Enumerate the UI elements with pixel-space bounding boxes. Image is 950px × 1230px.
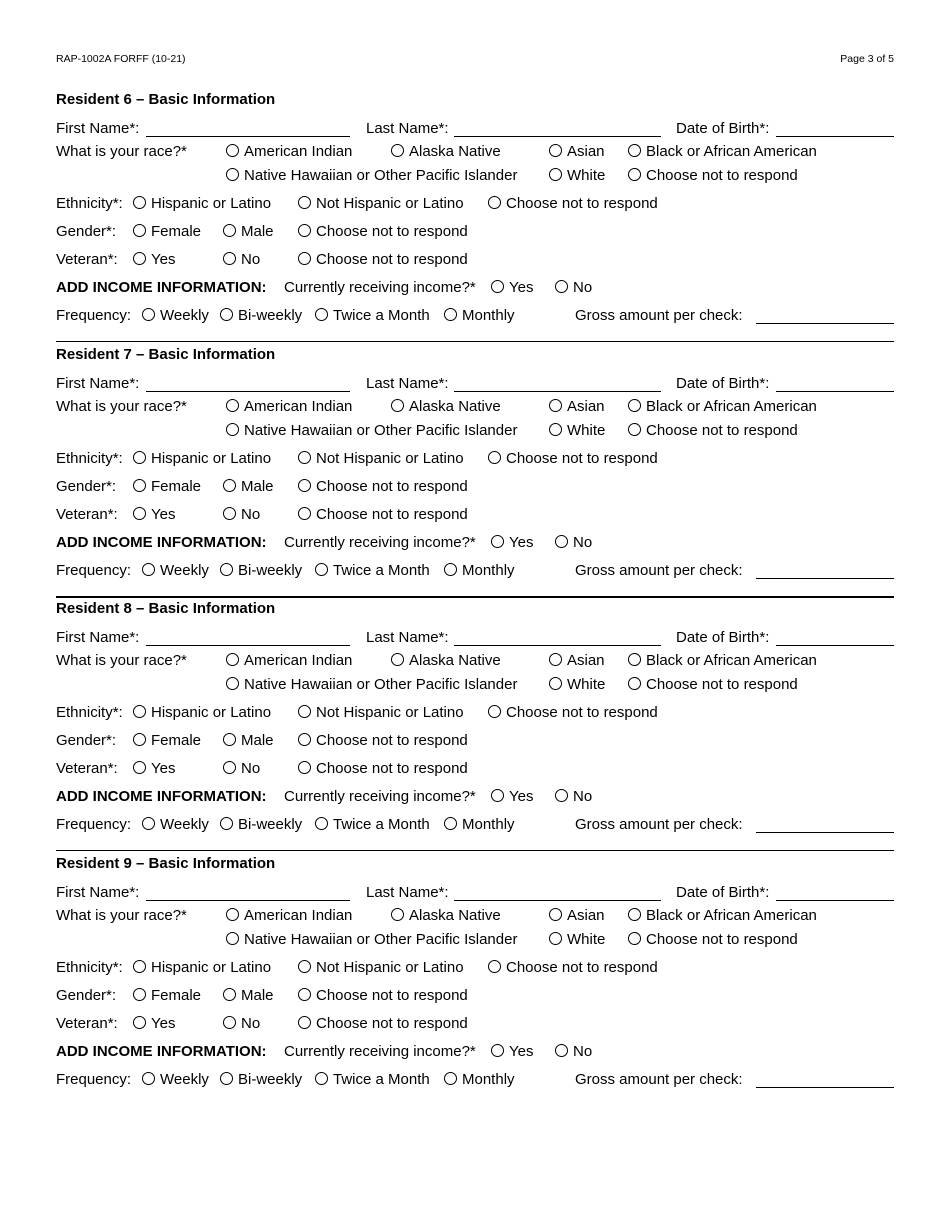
veteran-no[interactable]: No (223, 505, 260, 525)
veteran-row (56, 250, 894, 270)
gross-amount-label: Gross amount per check: (575, 562, 743, 579)
frequency-biweekly[interactable]: Bi-weekly (220, 1070, 302, 1090)
dob-field[interactable] (776, 136, 894, 137)
radio-button[interactable] (133, 1016, 146, 1029)
race-no-response[interactable]: Choose not to respond (628, 421, 798, 441)
race-label: What is your race?* (56, 143, 187, 160)
last-name-field[interactable] (454, 900, 661, 901)
race-black[interactable]: Black or African American (628, 906, 817, 926)
dob-label: Date of Birth*: (676, 629, 770, 646)
radio-button[interactable] (549, 653, 562, 666)
race-american-indian[interactable]: American Indian (226, 651, 352, 671)
income-row (56, 787, 894, 807)
income-no[interactable]: No (555, 1042, 592, 1062)
ethnicity-hispanic[interactable]: Hispanic or Latino (133, 703, 271, 723)
race-alaska-native[interactable]: Alaska Native (391, 142, 501, 162)
last-name-label: Last Name*: (366, 884, 449, 901)
race-no-response[interactable]: Choose not to respond (628, 675, 798, 695)
veteran-row (56, 505, 894, 525)
race-row-2 (56, 675, 894, 695)
frequency-row (56, 561, 894, 581)
ethnicity-not-hispanic[interactable]: Not Hispanic or Latino (298, 703, 464, 723)
gender-female[interactable]: Female (133, 986, 201, 1006)
dob-field[interactable] (776, 900, 894, 901)
resident-section (56, 345, 894, 585)
radio-button[interactable] (226, 653, 239, 666)
radio-button[interactable] (549, 423, 562, 436)
race-row-2 (56, 930, 894, 950)
income-heading: ADD INCOME INFORMATION: (56, 788, 267, 805)
income-yes[interactable]: Yes (491, 278, 533, 298)
radio-button[interactable] (142, 308, 155, 321)
radio-button[interactable] (223, 507, 236, 520)
radio-button[interactable] (628, 423, 641, 436)
radio-button[interactable] (315, 817, 328, 830)
frequency-label: Frequency: (56, 562, 132, 579)
ethnicity-label: Ethnicity*: (56, 704, 123, 721)
race-row-1 (56, 397, 894, 417)
veteran-no-response[interactable]: Choose not to respond (298, 1014, 468, 1034)
radio-button[interactable] (555, 280, 568, 293)
section-title: Resident 7 – Basic Information (56, 346, 276, 363)
radio-button[interactable] (142, 563, 155, 576)
frequency-weekly[interactable]: Weekly (142, 815, 209, 835)
radio-button[interactable] (220, 308, 233, 321)
radio-button[interactable] (133, 196, 146, 209)
income-no[interactable]: No (555, 787, 592, 807)
radio-button[interactable] (223, 224, 236, 237)
frequency-biweekly[interactable]: Bi-weekly (220, 306, 302, 326)
frequency-monthly[interactable]: Monthly (444, 1070, 515, 1090)
race-black[interactable]: Black or African American (628, 142, 817, 162)
race-no-response[interactable]: Choose not to respond (628, 166, 798, 186)
radio-button[interactable] (298, 451, 311, 464)
race-alaska-native[interactable]: Alaska Native (391, 651, 501, 671)
gender-no-response[interactable]: Choose not to respond (298, 222, 468, 242)
first-name-label: First Name*: (56, 120, 140, 137)
last-name-label: Last Name*: (366, 375, 449, 392)
income-no[interactable]: No (555, 278, 592, 298)
ethnicity-label: Ethnicity*: (56, 450, 123, 467)
frequency-row (56, 306, 894, 326)
name-row (56, 883, 894, 903)
radio-button[interactable] (133, 761, 146, 774)
first-name-field[interactable] (146, 900, 350, 901)
veteran-label: Veteran*: (56, 760, 118, 777)
gender-label: Gender*: (56, 223, 117, 240)
frequency-row (56, 1070, 894, 1090)
veteran-label: Veteran*: (56, 506, 118, 523)
last-name-field[interactable] (454, 136, 661, 137)
radio-button[interactable] (298, 705, 311, 718)
last-name-field[interactable] (454, 391, 661, 392)
form-id: RAP-1002A FORFF (10-21) (56, 53, 186, 65)
radio-button[interactable] (298, 733, 311, 746)
first-name-label: First Name*: (56, 375, 140, 392)
radio-button[interactable] (628, 932, 641, 945)
income-question: Currently receiving income?* (284, 534, 476, 551)
race-black[interactable]: Black or African American (628, 397, 817, 417)
frequency-monthly[interactable]: Monthly (444, 815, 515, 835)
gross-amount-field[interactable] (756, 832, 894, 833)
radio-button[interactable] (391, 399, 404, 412)
veteran-no-response[interactable]: Choose not to respond (298, 505, 468, 525)
radio-button[interactable] (298, 479, 311, 492)
radio-button[interactable] (133, 705, 146, 718)
radio-button[interactable] (223, 761, 236, 774)
radio-button[interactable] (628, 168, 641, 181)
gender-label: Gender*: (56, 732, 117, 749)
dob-field[interactable] (776, 391, 894, 392)
gender-male[interactable]: Male (223, 731, 274, 751)
race-no-response[interactable]: Choose not to respond (628, 930, 798, 950)
race-white[interactable]: White (549, 675, 605, 695)
gross-amount-field[interactable] (756, 578, 894, 579)
section-title: Resident 6 – Basic Information (56, 91, 276, 108)
frequency-label: Frequency: (56, 816, 132, 833)
radio-button[interactable] (133, 451, 146, 464)
ethnicity-not-hispanic[interactable]: Not Hispanic or Latino (298, 194, 464, 214)
race-alaska-native[interactable]: Alaska Native (391, 906, 501, 926)
name-row (56, 628, 894, 648)
race-row-1 (56, 142, 894, 162)
radio-button[interactable] (628, 144, 641, 157)
radio-button[interactable] (223, 1016, 236, 1029)
race-asian[interactable]: Asian (549, 397, 605, 417)
race-pacific-islander[interactable]: Native Hawaiian or Other Pacific Islander (226, 166, 517, 186)
first-name-field[interactable] (146, 136, 350, 137)
income-heading: ADD INCOME INFORMATION: (56, 279, 267, 296)
ethnicity-row (56, 958, 894, 978)
income-row (56, 533, 894, 553)
race-label: What is your race?* (56, 398, 187, 415)
radio-button[interactable] (226, 399, 239, 412)
gender-female[interactable]: Female (133, 731, 201, 751)
veteran-row (56, 1014, 894, 1034)
section-title: Resident 9 – Basic Information (56, 855, 276, 872)
radio-button[interactable] (298, 224, 311, 237)
income-question: Currently receiving income?* (284, 279, 476, 296)
frequency-biweekly[interactable]: Bi-weekly (220, 815, 302, 835)
ethnicity-hispanic[interactable]: Hispanic or Latino (133, 194, 271, 214)
race-pacific-islander[interactable]: Native Hawaiian or Other Pacific Islander (226, 421, 517, 441)
race-american-indian[interactable]: American Indian (226, 142, 352, 162)
radio-button[interactable] (298, 1016, 311, 1029)
ethnicity-label: Ethnicity*: (56, 195, 123, 212)
income-row (56, 278, 894, 298)
race-white[interactable]: White (549, 421, 605, 441)
income-no[interactable]: No (555, 533, 592, 553)
radio-button[interactable] (555, 535, 568, 548)
radio-button[interactable] (628, 653, 641, 666)
gender-male[interactable]: Male (223, 222, 274, 242)
gender-row (56, 986, 894, 1006)
radio-button[interactable] (491, 280, 504, 293)
radio-button[interactable] (133, 507, 146, 520)
dob-label: Date of Birth*: (676, 375, 770, 392)
radio-button[interactable] (226, 144, 239, 157)
ethnicity-no-response[interactable]: Choose not to respond (488, 449, 658, 469)
frequency-label: Frequency: (56, 307, 132, 324)
section-title: Resident 8 – Basic Information (56, 600, 276, 617)
veteran-yes[interactable]: Yes (133, 505, 175, 525)
race-asian[interactable]: Asian (549, 906, 605, 926)
gross-amount-field[interactable] (756, 323, 894, 324)
resident-section (56, 599, 894, 839)
radio-button[interactable] (488, 960, 501, 973)
radio-button[interactable] (628, 908, 641, 921)
radio-button[interactable] (298, 252, 311, 265)
radio-button[interactable] (226, 908, 239, 921)
income-row (56, 1042, 894, 1062)
radio-button[interactable] (549, 677, 562, 690)
ethnicity-hispanic[interactable]: Hispanic or Latino (133, 449, 271, 469)
ethnicity-row (56, 194, 894, 214)
radio-button[interactable] (298, 988, 311, 1001)
gender-row (56, 731, 894, 751)
frequency-twice-month[interactable]: Twice a Month (315, 1070, 430, 1090)
gender-female[interactable]: Female (133, 477, 201, 497)
gross-amount-label: Gross amount per check: (575, 307, 743, 324)
veteran-yes[interactable]: Yes (133, 250, 175, 270)
radio-button[interactable] (488, 705, 501, 718)
veteran-no-response[interactable]: Choose not to respond (298, 759, 468, 779)
gender-label: Gender*: (56, 987, 117, 1004)
race-asian[interactable]: Asian (549, 651, 605, 671)
frequency-weekly[interactable]: Weekly (142, 306, 209, 326)
race-pacific-islander[interactable]: Native Hawaiian or Other Pacific Islander (226, 675, 517, 695)
gender-female[interactable]: Female (133, 222, 201, 242)
radio-button[interactable] (549, 168, 562, 181)
race-pacific-islander[interactable]: Native Hawaiian or Other Pacific Islander (226, 930, 517, 950)
race-row-1 (56, 906, 894, 926)
radio-button[interactable] (142, 1072, 155, 1085)
radio-button[interactable] (223, 988, 236, 1001)
first-name-label: First Name*: (56, 629, 140, 646)
radio-button[interactable] (315, 563, 328, 576)
radio-button[interactable] (555, 789, 568, 802)
race-row-2 (56, 421, 894, 441)
radio-button[interactable] (444, 817, 457, 830)
radio-button[interactable] (491, 1044, 504, 1057)
radio-button[interactable] (223, 733, 236, 746)
name-row (56, 119, 894, 139)
page-header (56, 53, 894, 65)
radio-button[interactable] (142, 817, 155, 830)
radio-button[interactable] (549, 399, 562, 412)
radio-button[interactable] (315, 308, 328, 321)
frequency-monthly[interactable]: Monthly (444, 561, 515, 581)
ethnicity-hispanic[interactable]: Hispanic or Latino (133, 958, 271, 978)
ethnicity-label: Ethnicity*: (56, 959, 123, 976)
radio-button[interactable] (444, 1072, 457, 1085)
veteran-yes[interactable]: Yes (133, 1014, 175, 1034)
income-yes[interactable]: Yes (491, 787, 533, 807)
radio-button[interactable] (315, 1072, 328, 1085)
veteran-no[interactable]: No (223, 759, 260, 779)
radio-button[interactable] (488, 451, 501, 464)
gender-label: Gender*: (56, 478, 117, 495)
frequency-monthly[interactable]: Monthly (444, 306, 515, 326)
radio-button[interactable] (133, 988, 146, 1001)
radio-button[interactable] (220, 817, 233, 830)
radio-button[interactable] (488, 196, 501, 209)
income-yes[interactable]: Yes (491, 533, 533, 553)
gross-amount-label: Gross amount per check: (575, 1071, 743, 1088)
radio-button[interactable] (223, 252, 236, 265)
frequency-twice-month[interactable]: Twice a Month (315, 561, 430, 581)
radio-button[interactable] (133, 252, 146, 265)
radio-button[interactable] (391, 653, 404, 666)
radio-button[interactable] (391, 144, 404, 157)
gender-row (56, 477, 894, 497)
radio-button[interactable] (491, 535, 504, 548)
income-question: Currently receiving income?* (284, 788, 476, 805)
frequency-twice-month[interactable]: Twice a Month (315, 815, 430, 835)
race-label: What is your race?* (56, 907, 187, 924)
radio-button[interactable] (298, 960, 311, 973)
income-heading: ADD INCOME INFORMATION: (56, 1043, 267, 1060)
resident-section (56, 90, 894, 330)
page-number: Page 3 of 5 (840, 53, 894, 65)
frequency-weekly[interactable]: Weekly (142, 561, 209, 581)
veteran-no-response[interactable]: Choose not to respond (298, 250, 468, 270)
radio-button[interactable] (444, 563, 457, 576)
veteran-row (56, 759, 894, 779)
income-heading: ADD INCOME INFORMATION: (56, 534, 267, 551)
last-name-field[interactable] (454, 645, 661, 646)
race-white[interactable]: White (549, 930, 605, 950)
veteran-no[interactable]: No (223, 1014, 260, 1034)
radio-button[interactable] (491, 789, 504, 802)
radio-button[interactable] (444, 308, 457, 321)
radio-button[interactable] (628, 399, 641, 412)
gross-amount-field[interactable] (756, 1087, 894, 1088)
race-row-1 (56, 651, 894, 671)
radio-button[interactable] (226, 168, 239, 181)
radio-button[interactable] (226, 677, 239, 690)
first-name-label: First Name*: (56, 884, 140, 901)
frequency-weekly[interactable]: Weekly (142, 1070, 209, 1090)
resident-section (56, 854, 894, 1094)
radio-button[interactable] (298, 196, 311, 209)
race-white[interactable]: White (549, 166, 605, 186)
gender-no-response[interactable]: Choose not to respond (298, 986, 468, 1006)
radio-button[interactable] (133, 224, 146, 237)
first-name-field[interactable] (146, 391, 350, 392)
ethnicity-no-response[interactable]: Choose not to respond (488, 958, 658, 978)
ethnicity-row (56, 449, 894, 469)
radio-button[interactable] (549, 908, 562, 921)
dob-field[interactable] (776, 645, 894, 646)
radio-button[interactable] (133, 479, 146, 492)
name-row (56, 374, 894, 394)
race-american-indian[interactable]: American Indian (226, 397, 352, 417)
radio-button[interactable] (298, 507, 311, 520)
veteran-yes[interactable]: Yes (133, 759, 175, 779)
last-name-label: Last Name*: (366, 629, 449, 646)
radio-button[interactable] (133, 960, 146, 973)
radio-button[interactable] (298, 761, 311, 774)
ethnicity-not-hispanic[interactable]: Not Hispanic or Latino (298, 449, 464, 469)
radio-button[interactable] (391, 908, 404, 921)
gender-male[interactable]: Male (223, 986, 274, 1006)
radio-button[interactable] (555, 1044, 568, 1057)
gender-no-response[interactable]: Choose not to respond (298, 731, 468, 751)
veteran-no[interactable]: No (223, 250, 260, 270)
dob-label: Date of Birth*: (676, 884, 770, 901)
radio-button[interactable] (133, 733, 146, 746)
radio-button[interactable] (549, 144, 562, 157)
gender-no-response[interactable]: Choose not to respond (298, 477, 468, 497)
ethnicity-row (56, 703, 894, 723)
radio-button[interactable] (226, 932, 239, 945)
radio-button[interactable] (223, 479, 236, 492)
radio-button[interactable] (628, 677, 641, 690)
radio-button[interactable] (226, 423, 239, 436)
race-label: What is your race?* (56, 652, 187, 669)
radio-button[interactable] (549, 932, 562, 945)
frequency-label: Frequency: (56, 1071, 132, 1088)
race-row-2 (56, 166, 894, 186)
gender-male[interactable]: Male (223, 477, 274, 497)
ethnicity-no-response[interactable]: Choose not to respond (488, 703, 658, 723)
gender-row (56, 222, 894, 242)
race-asian[interactable]: Asian (549, 142, 605, 162)
radio-button[interactable] (220, 1072, 233, 1085)
ethnicity-no-response[interactable]: Choose not to respond (488, 194, 658, 214)
veteran-label: Veteran*: (56, 251, 118, 268)
last-name-label: Last Name*: (366, 120, 449, 137)
income-yes[interactable]: Yes (491, 1042, 533, 1062)
race-black[interactable]: Black or African American (628, 651, 817, 671)
gross-amount-label: Gross amount per check: (575, 816, 743, 833)
radio-button[interactable] (220, 563, 233, 576)
first-name-field[interactable] (146, 645, 350, 646)
veteran-label: Veteran*: (56, 1015, 118, 1032)
income-question: Currently receiving income?* (284, 1043, 476, 1060)
race-american-indian[interactable]: American Indian (226, 906, 352, 926)
dob-label: Date of Birth*: (676, 120, 770, 137)
race-alaska-native[interactable]: Alaska Native (391, 397, 501, 417)
frequency-twice-month[interactable]: Twice a Month (315, 306, 430, 326)
frequency-biweekly[interactable]: Bi-weekly (220, 561, 302, 581)
frequency-row (56, 815, 894, 835)
ethnicity-not-hispanic[interactable]: Not Hispanic or Latino (298, 958, 464, 978)
